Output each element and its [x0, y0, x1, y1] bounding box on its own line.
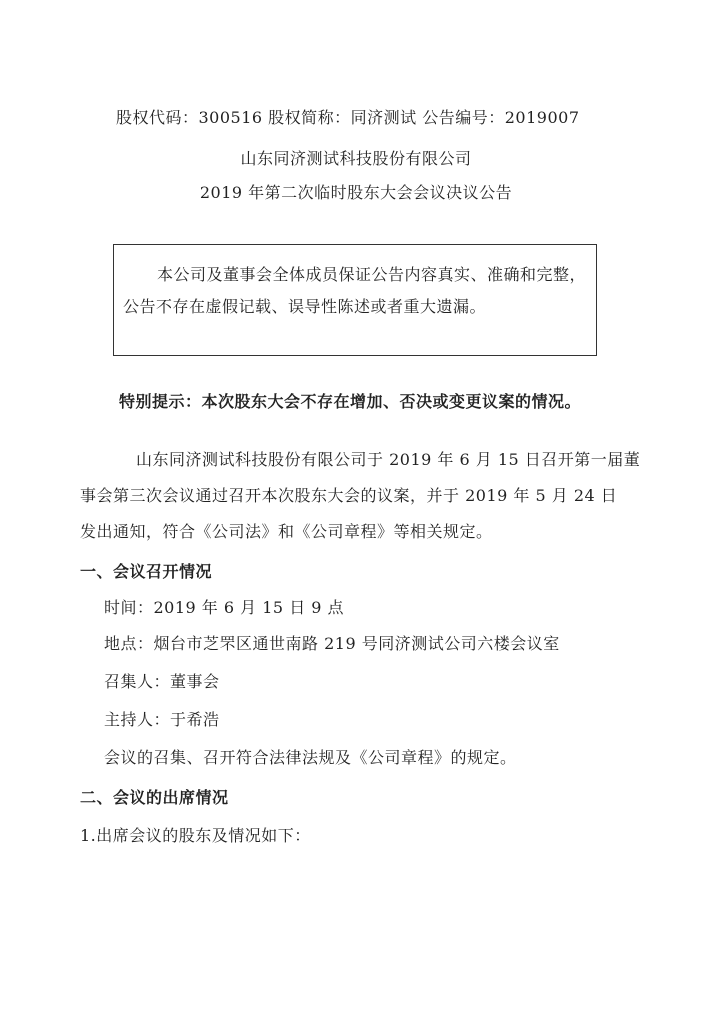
intro-line-3: 发出通知，符合《公司法》和《公司章程》等相关规定。 [80, 522, 493, 541]
meeting-location: 地点：烟台市芝罘区通世南路 219 号同济测试公司六楼会议室 [104, 634, 560, 653]
meeting-host: 主持人：于希浩 [104, 710, 220, 729]
intro-line-2: 事会第三次会议通过召开本次股东大会的议案，并于 2019 年 5 月 24 日 [80, 486, 618, 505]
company-title: 山东同济测试科技股份有限公司 [240, 149, 472, 168]
intro-line-1: 山东同济测试科技股份有限公司于 2019 年 6 月 15 日召开第一届董 [136, 450, 641, 469]
meeting-compliance: 会议的召集、召开符合法律法规及《公司章程》的规定。 [104, 748, 517, 767]
meeting-convener: 召集人：董事会 [104, 672, 220, 691]
notice-box [113, 244, 597, 356]
meeting-time: 时间：2019 年 6 月 15 日 9 点 [104, 598, 345, 617]
attendance-item-1: 1.出席会议的股东及情况如下： [80, 826, 311, 845]
special-tip: 特别提示：本次股东大会不存在增加、否决或变更议案的情况。 [119, 392, 582, 411]
section-2-heading: 二、会议的出席情况 [80, 788, 229, 807]
section-1-heading: 一、会议召开情况 [80, 562, 213, 581]
meeting-title: 2019 年第二次临时股东大会会议决议公告 [199, 183, 513, 202]
stock-code-line: 股权代码：300516 股权简称：同济测试 公告编号：2019007 [116, 108, 580, 127]
notice-line-2: 公告不存在虚假记载、误导性陈述或者重大遗漏。 [123, 297, 487, 316]
notice-line-1: 本公司及董事会全体成员保证公告内容真实、准确和完整， [157, 265, 587, 284]
